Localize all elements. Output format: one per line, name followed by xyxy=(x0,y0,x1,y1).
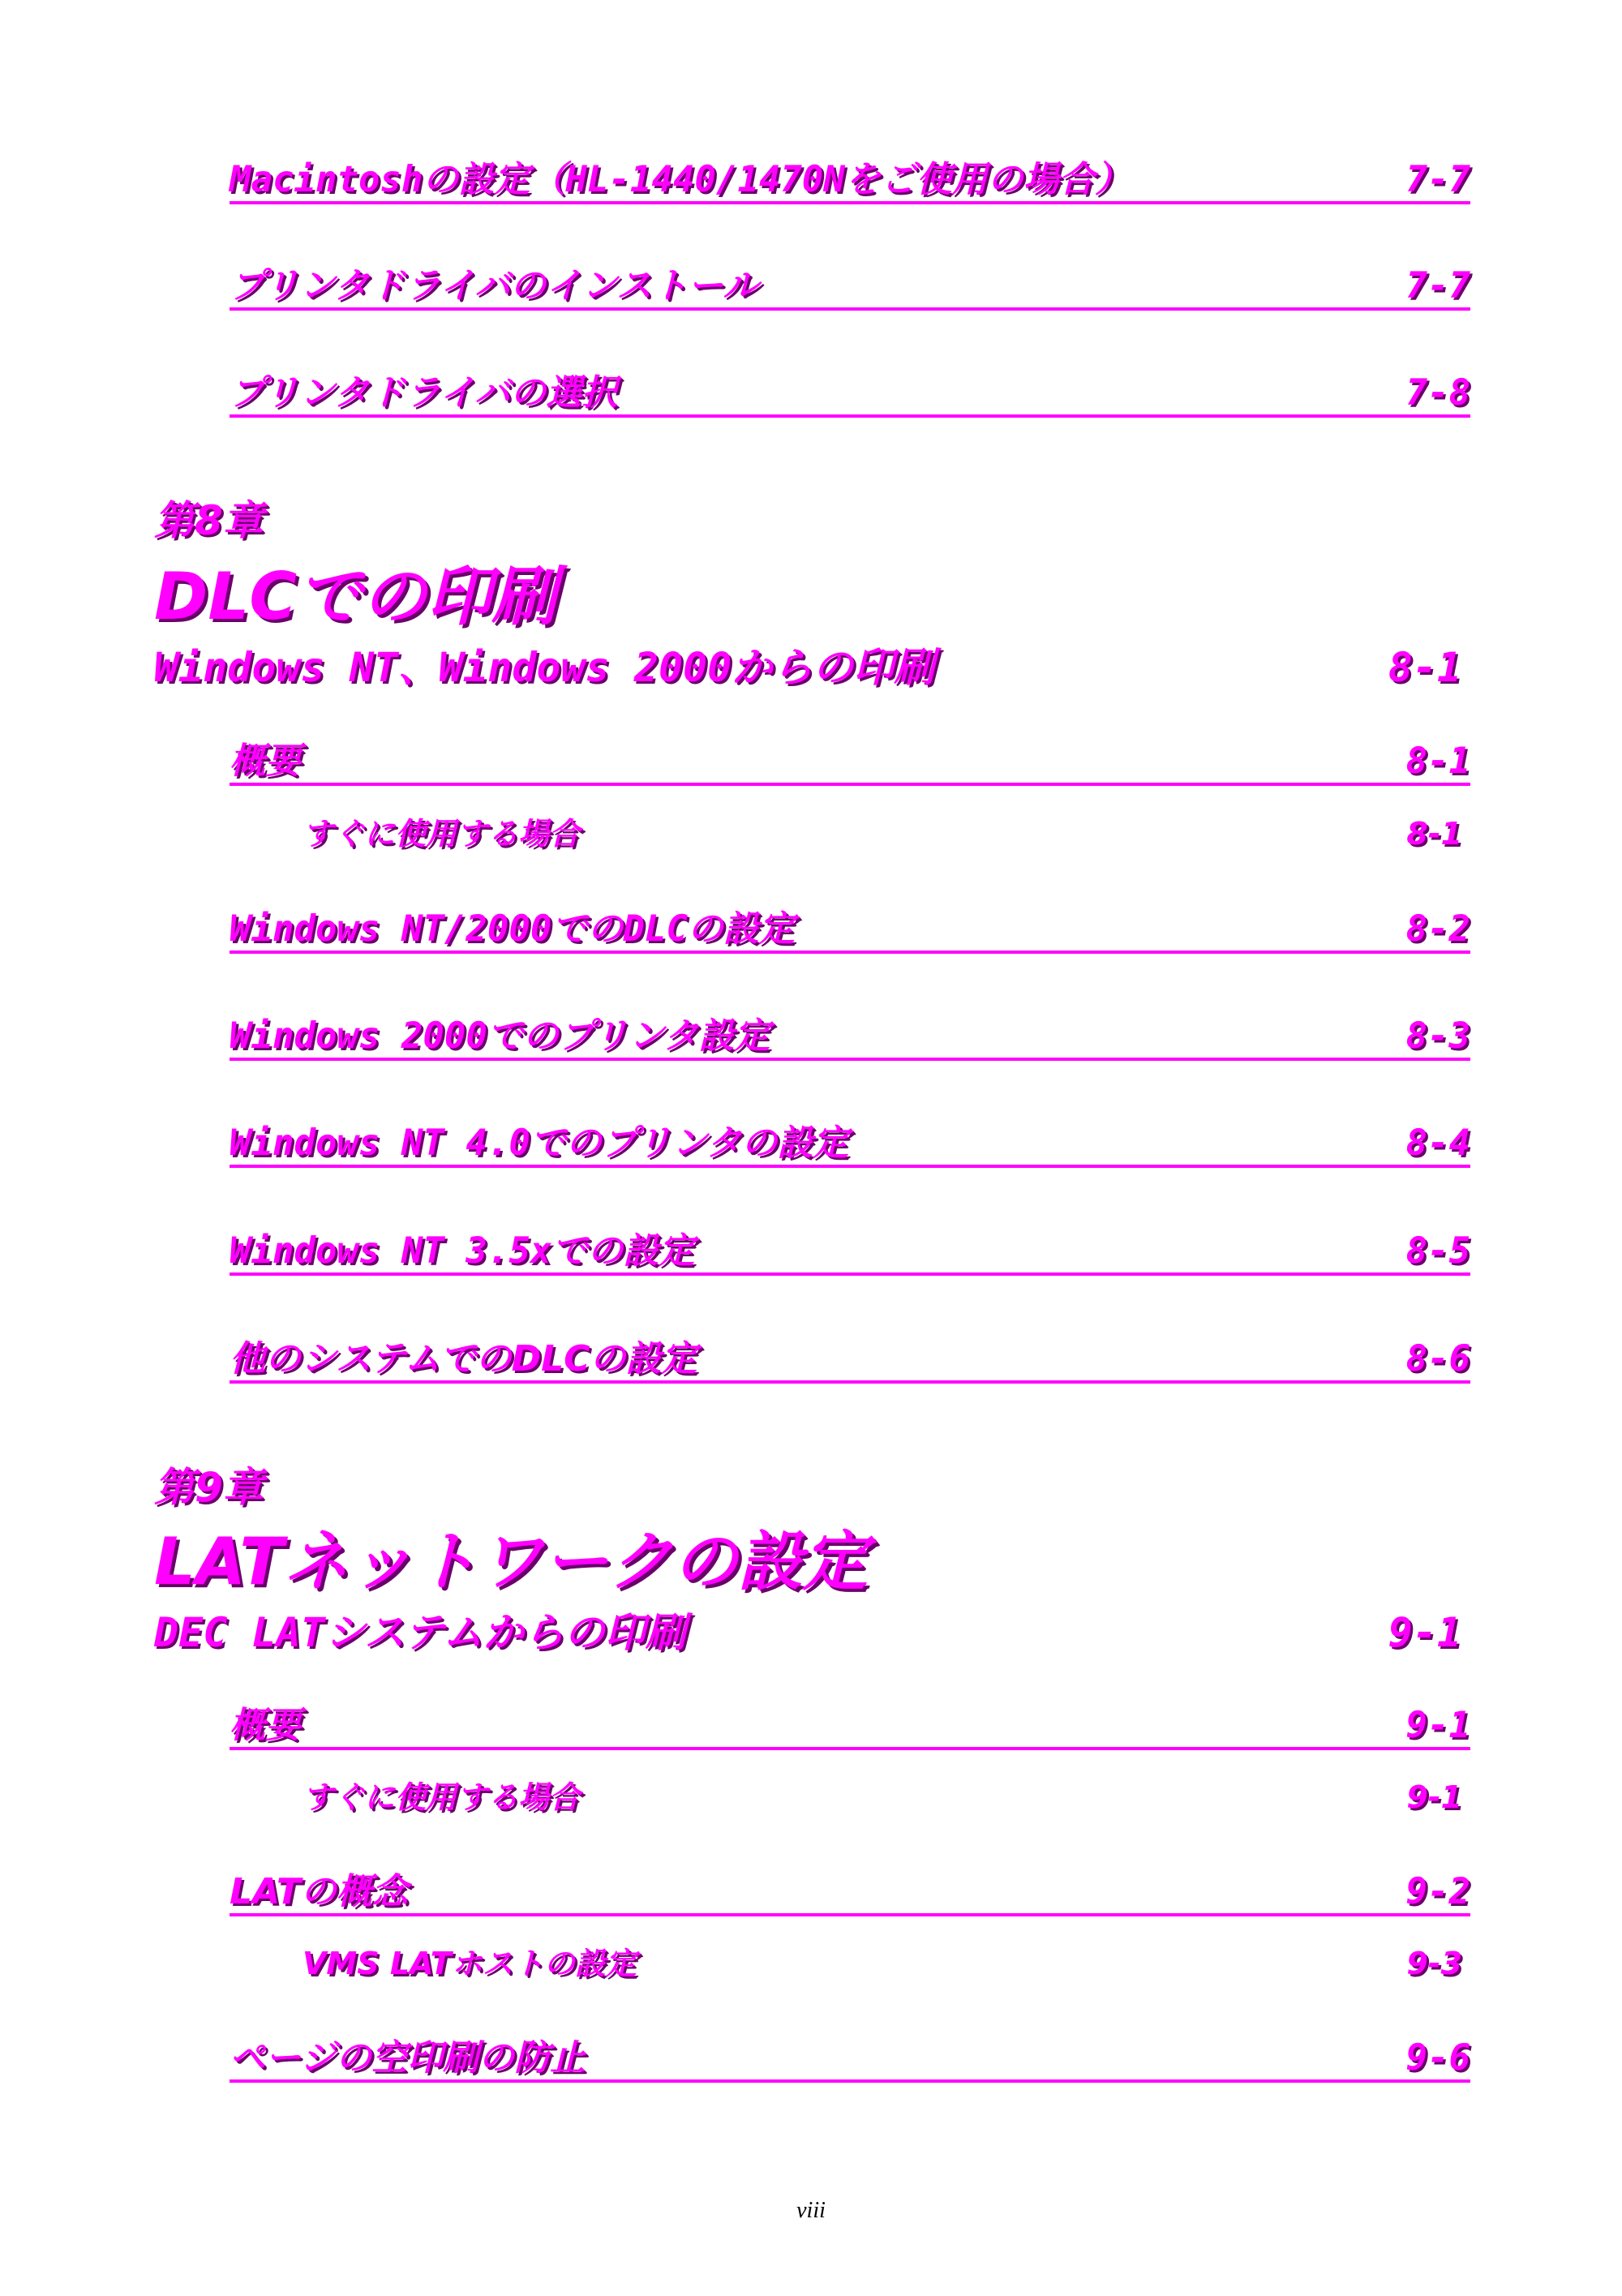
chapter-9-title: LATネットワークの設定 xyxy=(154,1524,868,1599)
toc-entry-overview-9[interactable] xyxy=(230,1705,1470,1750)
chapter-9-section-heading xyxy=(154,1608,1461,1657)
toc-entry-title: VMS LATホストの設定 xyxy=(303,1946,637,1981)
section-title: Windows NT、Windows 2000からの印刷 xyxy=(154,644,935,691)
toc-entry-title: Windows NT 3.5xでの設定 xyxy=(230,1230,695,1272)
toc-entry-title: プリンタドライバの選択 xyxy=(230,372,618,414)
toc-entry-printer-2000[interactable] xyxy=(230,1015,1470,1061)
toc-entry-page: 7-8 xyxy=(1405,372,1470,414)
toc-subentry-vms-lat-host[interactable] xyxy=(303,1945,1462,1982)
chapter-9-label: 第9章 xyxy=(154,1464,264,1511)
toc-entry-title: Macintoshの設定（HL-1440/1470Nをご使用の場合） xyxy=(230,159,1131,200)
toc-entry-page: 9-1 xyxy=(1405,1705,1470,1746)
toc-entry-blank-page-prevention[interactable] xyxy=(230,2037,1470,2083)
toc-entry-title: 概要 xyxy=(230,1705,301,1746)
toc-entry-page: 8-1 xyxy=(1405,740,1470,782)
chapter-8-section-heading xyxy=(154,643,1461,692)
chapter-8-title: DLCでの印刷 xyxy=(154,559,557,634)
toc-entry-title: LATの概念 xyxy=(230,1871,408,1912)
toc-entry-page: 9-2 xyxy=(1405,1871,1470,1912)
toc-entry-driver-select[interactable] xyxy=(230,372,1470,418)
toc-entry-title: すぐに使用する場合 xyxy=(303,1779,581,1815)
toc-subentry-quick-start-9[interactable] xyxy=(303,1779,1462,1816)
toc-entry-page: 8-6 xyxy=(1405,1338,1470,1380)
toc-entry-dlc-other[interactable] xyxy=(230,1338,1470,1384)
chapter-8-label: 第8章 xyxy=(154,497,264,544)
toc-entry-page: 7-7 xyxy=(1405,265,1470,307)
toc-entry-title: ページの空印刷の防止 xyxy=(230,2037,586,2079)
toc-entry-page: 8-3 xyxy=(1405,1015,1470,1057)
toc-entry-page: 9-1 xyxy=(1406,1779,1462,1815)
toc-entry-dlc-nt2000[interactable] xyxy=(230,908,1470,954)
toc-subentry-quick-start-8[interactable] xyxy=(303,815,1462,852)
toc-entry-title: 他のシステムでのDLCの設定 xyxy=(230,1338,697,1380)
toc-entry-page: 8-1 xyxy=(1406,816,1462,852)
page-number: viii xyxy=(796,2198,826,2223)
toc-entry-title: 概要 xyxy=(230,740,301,782)
toc-entry-driver-install[interactable] xyxy=(230,265,1470,311)
toc-entry-lat-concept[interactable] xyxy=(230,1871,1470,1916)
toc-entry-title: プリンタドライバのインストール xyxy=(230,265,759,307)
toc-entry-nt35x[interactable] xyxy=(230,1230,1470,1276)
section-title: DEC LATシステムからの印刷 xyxy=(154,1609,686,1656)
toc-entry-overview-8[interactable] xyxy=(230,740,1470,786)
toc-entry-page: 8-2 xyxy=(1405,908,1470,950)
section-page: 9-1 xyxy=(1388,1609,1461,1656)
toc-entry-page: 9-3 xyxy=(1406,1946,1462,1981)
toc-entry-page: 8-5 xyxy=(1405,1230,1470,1272)
toc-entry-printer-nt40[interactable] xyxy=(230,1122,1470,1168)
toc-entry-title: Windows NT/2000でのDLCの設定 xyxy=(230,908,795,950)
toc-entry-page: 7-7 xyxy=(1405,159,1470,200)
toc-entry-page: 8-4 xyxy=(1405,1122,1470,1164)
toc-entry-macintosh-settings[interactable] xyxy=(230,159,1470,204)
section-page: 8-1 xyxy=(1388,644,1461,691)
toc-entry-title: Windows NT 4.0でのプリンタの設定 xyxy=(230,1122,849,1164)
toc-entry-page: 9-6 xyxy=(1405,2037,1470,2079)
toc-entry-title: すぐに使用する場合 xyxy=(303,816,581,852)
toc-entry-title: Windows 2000でのプリンタ設定 xyxy=(230,1015,770,1057)
